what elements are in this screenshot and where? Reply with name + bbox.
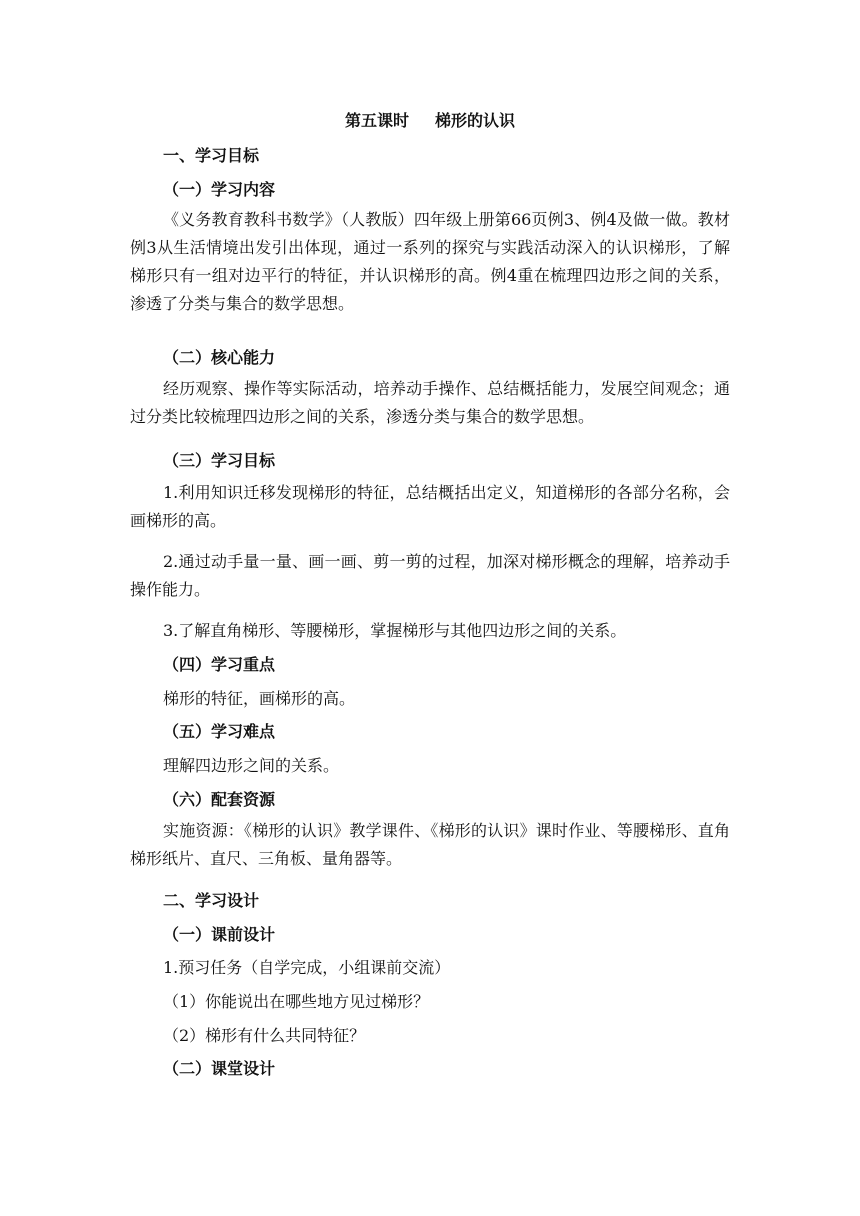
objective-item-3: 3.了解直角梯形、等腰梯形，掌握梯形与其他四边形之间的关系。 [163, 621, 627, 640]
subheading-key-points: （四）学习重点 [163, 655, 276, 674]
objective-item-2: 2.通过动手量一量、画一画、剪一剪的过程，加深对梯形概念的理解，培养动手操作能力。 [130, 552, 730, 599]
section-heading-design: 二、学习设计 [163, 891, 260, 910]
preview-task: 1.预习任务（自学完成，小组课前交流） [163, 958, 451, 977]
lesson-number: 第五课时 [344, 111, 409, 130]
subheading-in-class: （二）课堂设计 [163, 1059, 276, 1078]
preview-question-1: （1）你能说出在哪些地方见过梯形？ [163, 992, 430, 1011]
objective-item-1: 1.利用知识迁移发现梯形的特征，总结概括出定义，知道梯形的各部分名称，会画梯形的高。 [130, 483, 730, 530]
lesson-title [0, 111, 860, 131]
subheading-objectives: （三）学习目标 [163, 451, 276, 470]
paragraph-content: 《义务教育教科书数学》（人教版）四年级上册第66页例3、例4及做一做。教材例3从生活情境出发引出体现，通过一系列的探究与实践活动深入的认识梯形，了解梯形只有一组对边平行的特征，并认识梯形的高。例4重在梳理四边形之间的关系，渗透了分类与集合的数学思想。 [130, 210, 730, 313]
paragraph-core-ability: 经历观察、操作等实际活动，培养动手操作、总结概括能力，发展空间观念；通过分类比较梳理四边形之间的关系，渗透分类与集合的数学思想。 [130, 379, 730, 426]
section-heading-goals: 一、学习目标 [163, 146, 260, 165]
subheading-core-ability: （二）核心能力 [163, 348, 276, 367]
preview-question-2: （2）梯形有什么共同特征？ [163, 1026, 366, 1045]
subheading-pre-class: （一）课前设计 [163, 925, 276, 944]
subheading-difficulties: （五）学习难点 [163, 722, 276, 741]
lesson-topic: 梯形的认识 [435, 111, 516, 130]
difficulties-text: 理解四边形之间的关系。 [163, 756, 340, 775]
subheading-content: （一）学习内容 [163, 180, 276, 199]
subheading-resources: （六）配套资源 [163, 790, 276, 809]
key-points-text: 梯形的特征，画梯形的高。 [163, 689, 356, 708]
paragraph-resources: 实施资源：《梯形的认识》教学课件、《梯形的认识》课时作业、等腰梯形、直角梯形纸片、直尺、三角板、量角器等。 [130, 821, 730, 868]
